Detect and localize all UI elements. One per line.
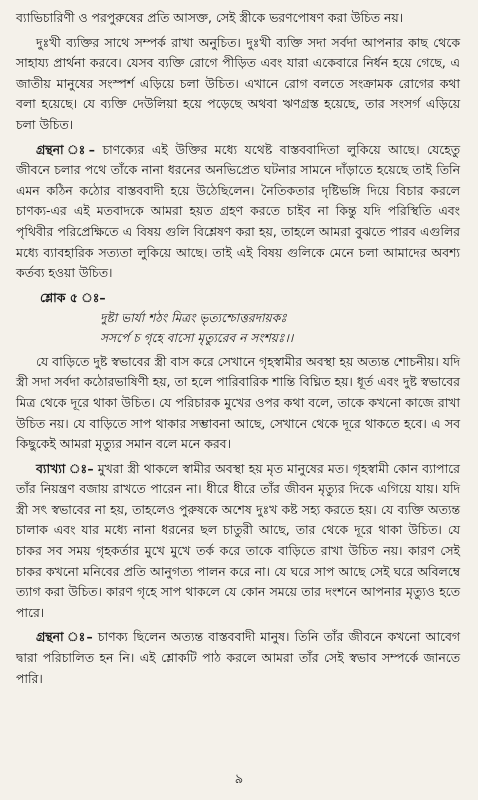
- granthana-label: গ্রন্থনা ঃ–: [36, 141, 95, 157]
- paragraph-4-text: যে বাড়িতে দুষ্ট স্বভাবের স্ত্রী বাস করে সেখানে গৃহস্বামীর অবস্থা হয় অত্যন্ত শোচনীয়। যদি স্ত্রী সদা সর্বদা কঠোরভাষিণী হয়, তা হলে পারিবারিক শান্তি বিঘ্নিত হয়। ধূর্ত এবং দুষ্ট স্বভাবের মিত্র থেকে দূরে থাকা উচিত। যে পরিচারক মুখের ওপর কথা বলে, তাকে কখনো কাজে রাখা উচিত নয়। যে বাড়িতে সাপ থাকার সম্ভাবনা আছে, সেখানে থেকে দূরে থাকতে হবে। এ সব কিছুকেই আমরা মৃত্যুর সমান বলে মনে করব।: [16, 353, 460, 452]
- paragraph-2-text: দুঃখী ব্যক্তির সাথে সম্পর্ক রাখা অনুচিত। দুঃখী ব্যক্তি সদা সর্বদা আপনার কাছ থেকে সাহায্য প্রার্থনা করবে। যেসব ব্যক্তি রোগে পীড়িত এবং যারা একেবারে নির্ধন হয়ে গেছে, এ জাতীয় মানুষের সংস্পর্শ এড়িয়ে চলা উচিত। এখানে রোগ বলতে সংক্রামক রোগের কথা বলা হয়েছে। যে ব্যক্তি দেউলিয়া হয়ে পড়েছে অথবা ঋণগ্রস্ত হয়েছে, তার সংসর্গ এড়িয়ে চলা উচিত।: [16, 34, 460, 132]
- byakhya-label: ব্যাখ্যা ঃ–: [36, 460, 94, 476]
- paragraph-6: [16, 627, 460, 689]
- verse-line-2: সসর্পে চ গৃহে বাসো মৃত্যুরেব ন সংশয়ঃ।।: [100, 330, 294, 345]
- paragraph-2: [16, 33, 460, 136]
- paragraph-3-text: চাণক্যের এই উক্তির মধ্যে যথেষ্ট বাস্তববাদিতা লুকিয়ে আছে। যেহেতু জীবনে চলার পথে তাঁকে নানা ধরনের অনভিপ্রেত ঘটনার সামনে দাঁড়াতে হয়েছে তাই তিনি এমন কঠিন কঠোর বাস্তববাদী হয়ে উঠেছিলেন। নৈতিকতার দৃষ্টিভঙ্গি দিয়ে বিচার করলে চাণক্য-এর এই মতবাদকে আমরা হয়ত গ্রহণ করতে চাইব না কিন্তু যদি পরিস্থিতি এবং পৃথিবীর পরিপ্রেক্ষিতে এ বিষয় গুলি বিশ্লেষণ করা হয়, তাহলে আমরা বুঝতে পারব এগুলির মধ্যে ব্যাবহারিক সত্যতা লুকিয়ে আছে। তাই এই বিষয় গুলিকে মেনে চলা আমাদের অবশ্য কর্তব্য হওয়া উচিত।: [16, 141, 460, 281]
- paragraph-5: [16, 459, 460, 624]
- paragraph-4: [16, 352, 460, 455]
- paragraph-5-text: মুখরা স্ত্রী থাকলে স্বামীর অবস্থা হয় মৃত মানুষের মত। গৃহস্বামী কোন ব্যাপারে তাঁর নিয়ন্ত্রণ বজায় রাখতে পারেন না। ধীরে ধীরে তাঁর জীবন মৃত্যুর দিকে এগিয়ে যায়। যদি স্ত্রী সৎ স্বভাবের না হয়, তাহলেও পুরুষকে অশেষ দুঃখ কষ্ট সহ্য করতে হয়। যে ব্যক্তি অত্যন্ত চালাক এবং যার মধ্যে নানা ধরনের ছল চাতুরী আছে, তার থেকে দূরে থাকা উচিত। যে চাকর সব সময় গৃহকর্তার মুখে মুখে তর্ক করে তাকে বাড়িতে রাখা উচিত নয়। কারণ সেই চাকর কখনো মনিবের প্রতি আনুগত্য পালন করে না। যে ঘরে সাপ আছে সেই ঘরে অবিলম্বে ত্যাগ করা উচিত। কারণ গৃহে সাপ থাকলে যে কোন সময়ে তার দংশনে আপনার মৃত্যুও হতে পারে।: [16, 460, 460, 620]
- page-number: ৯: [234, 772, 244, 787]
- paragraph-3: [16, 140, 460, 284]
- paragraph-6-text: চাণক্য ছিলেন অত্যন্ত বাস্তববাদী মানুষ। তিনি তাঁর জীবনে কখনো আবেগ দ্বারা পরিচালিত হন নি। এই শ্লোকটি পাঠ করলে আমরা তাঁর সেই স্বভাব সম্পর্কে জানতে পারি।: [16, 629, 460, 686]
- verse-line-1: দুষ্টা ভার্যা শঠং মিত্রং ভৃত্যশ্চোত্তরদায়কঃ: [100, 310, 287, 325]
- paragraph-1: [16, 8, 460, 29]
- sanskrit-verse: [16, 308, 460, 348]
- shloka-heading: শ্লোক ৫ ঃ–: [40, 289, 106, 305]
- paragraph-1-text: ব্যাভিচারিণী ও পরপুরুষের প্রতি আসক্ত, সেই স্ত্রীকে ভরণপোষণ করা উচিত নয়।: [16, 10, 404, 25]
- granthana-label-2: গ্রন্থনা ঃ–: [36, 629, 93, 645]
